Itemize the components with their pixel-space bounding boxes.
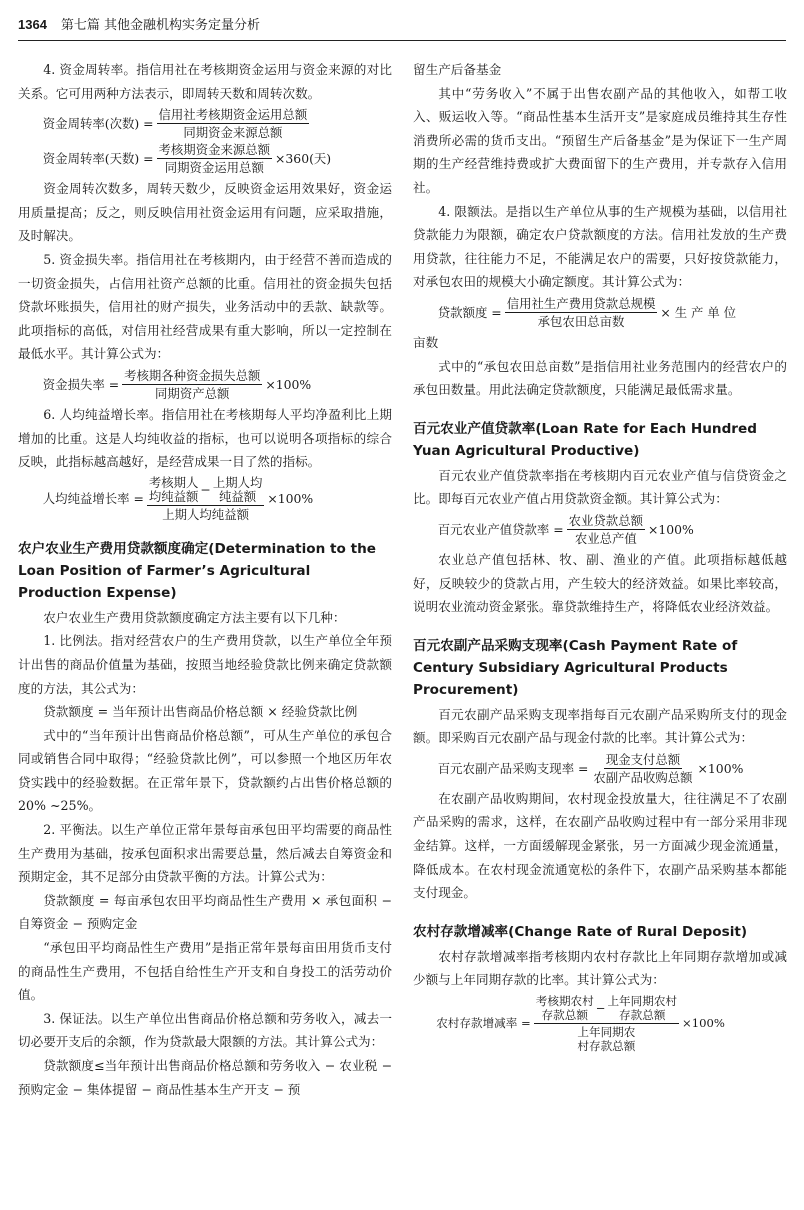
denominator: 农副产品收购总额 (593, 769, 693, 785)
paragraph: 4. 资金周转率。指信用社在考核期资金运用与资金来源的对比关系。它可用两种方法表示，即周转天数和周转次数。 (18, 62, 392, 101)
formula-turnover-days (43, 142, 392, 175)
term-line: 存款总额 (541, 1008, 588, 1023)
fraction (567, 513, 645, 546)
formula-tail: ×100% (265, 376, 312, 392)
page-header (18, 14, 786, 41)
paragraph: “承包田平均商品性生产费用”是指正常年景每亩田用货币支付的商品性生产费用，不包括自给性生产开支和自身投工的活劳动价值。 (18, 940, 392, 1003)
denominator: 承包农田总亩数 (537, 313, 625, 329)
formula-tail: ×100% (697, 760, 744, 776)
formula-lhs: 百元农副产品采购支现率 = (437, 760, 589, 776)
formula-lhs: 贷款额度 = (437, 304, 502, 320)
paragraph: 资金周转次数多，周转天数少，反映资金运用效果好，资金运用质量提高；反之，则反映信用社资金运用有问题，应采取措施，及时解决。 (18, 181, 392, 244)
paragraph: 式中的“当年预计出售商品价格总额”，可从生产单位的承包合同或销售合同中取得；“经验贷款比例”，可以参照一个地区历年农贷实践中的经验数据。在正常年景下，贷款额约占出售价格总额的 20% ~25%。 (18, 727, 392, 814)
formula-tail: ×360(天) (275, 150, 332, 166)
paragraph: 农户农业生产费用贷款额度确定方法主要有以下几种： (43, 609, 346, 625)
formula-tail: × 生 产 单 位 (660, 304, 737, 320)
paragraph: 农村存款增减率指考核期内农村存款比上年同期存款增加或减少额与上年同期存款的比率。其计算公式为： (413, 948, 787, 988)
formula-lhs: 人均纯益增长率 = (42, 490, 144, 506)
formula-tail: ×100% (682, 1015, 725, 1030)
right-column (413, 58, 787, 1055)
formula-lhs: 资金损失率 = (42, 376, 120, 392)
formula-loss-rate (43, 368, 392, 401)
paragraph: 贷款额度≤当年预计出售商品价格总额和劳务收入 − 农业税 − 预购定金 − 集体提留 − 商品性基本生产开支 − 预 (18, 1058, 392, 1097)
formula-per-capita-growth (43, 476, 392, 522)
paragraph: 式中的“承包农田总亩数”是指信用社业务范围内的经营农户的承包田数量。用此法确定贷款额度，只能满足最低需求量。 (413, 358, 787, 398)
paragraph: 百元农副产品采购支现率指每百元农副产品采购所支付的现金额。即采购百元农副产品与现金付款的比率。其计算公式为： (413, 706, 787, 746)
denominator: 同期资金来源总额 (183, 125, 283, 141)
formula-lhs: 资金周转率(天数) = (42, 150, 154, 166)
formula-hundred-yuan-loan-rate (438, 513, 787, 546)
formula-tail: ×100% (267, 490, 314, 506)
chapter-title: 第七篇 其他金融机构实务定量分析 (60, 18, 261, 33)
section-heading: 农村存款增减率(Change Rate of Rural Deposit) (413, 923, 748, 940)
term-line: 村存款总额 (577, 1039, 636, 1054)
paragraph: 亩数 (413, 334, 439, 350)
paragraph: 1. 比例法。指对经营农户的生产费用贷款，以生产单位全年预计出售的商品价值量为基础，按照当地经验贷款比例来确定贷款额度的方法，其公式为： (18, 633, 392, 696)
section-heading: 农户农业生产费用贷款额度确定(Determination to the Loan Position of Farmer’s Agricultural Production Expense) (18, 540, 376, 601)
denominator (575, 1024, 637, 1053)
fraction (591, 752, 694, 785)
formula-turnover-times (43, 107, 392, 140)
formula-tail: ×100% (647, 521, 694, 537)
denominator: 上期人均纯益额 (162, 506, 249, 522)
formula-lhs: 百元农业产值贷款率 = (437, 521, 564, 537)
formula-lhs: 资金周转率(次数) = (42, 115, 154, 131)
numerator: 考核期资金来源总额 (158, 142, 271, 158)
term-line: 纯益额 (219, 488, 257, 504)
term (213, 476, 263, 504)
denominator: 同期资产总额 (155, 385, 230, 401)
numerator (534, 994, 679, 1024)
paragraph: 留生产后备基金 (413, 62, 502, 77)
term-line: 考核期人 (148, 474, 199, 490)
paragraph: 3. 保证法。以生产单位出售商品价格总额和劳务收入，减去一切必要开支后的余额，作为贷款最大限额的方法。其计算公式为： (18, 1010, 392, 1050)
formula-cash-payment-rate (438, 752, 787, 785)
paragraph: 百元农业产值贷款率指在考核期内百元农业产值与信贷资金之比。即每百元农业产值占用贷款资金额。其计算公式为： (413, 467, 787, 507)
paragraph: 5. 资金损失率。指信用社在考核期内，由于经营不善而造成的一切资金损失，占信用社资产总额的比重。信用社的资金损失包括贷款坏账损失，信用社的财产损失，业务活动中的丢款、缺款等。此项指标的高低，对信用社经营成果有重大影响，所以一定控制在最低水平。其计算公式为： (18, 251, 392, 362)
term-line: 上年同期农村 (607, 994, 678, 1009)
section-heading: 百元农业产值贷款率(Loan Rate for Each Hundred Yuan Agricultural Productive) (413, 420, 757, 459)
minus-sign: − (200, 482, 211, 498)
denominator: 同期资金运用总额 (164, 160, 264, 176)
formula-lhs: 农村存款增减率 = (436, 1015, 531, 1030)
paragraph: 贷款额度 = 每亩承包农田平均商品性生产费用 × 承包面积 − 自筹资金 − 预购定金 (18, 892, 392, 932)
term-line: 存款总额 (619, 1008, 666, 1023)
paragraph: 2. 平衡法。以生产单位正常年景每亩承包田平均需要的商品性生产费用为基础，按承包面积求出需要总量，然后减去自筹资金和预期定金，其不足部分由贷款平衡的方法。计算公式为： (18, 822, 392, 885)
formula-quota (438, 296, 787, 329)
fraction (147, 476, 265, 522)
term-line: 上期人均 (212, 474, 263, 490)
fraction (157, 142, 273, 175)
term-line: 均纯益额 (148, 488, 199, 504)
term (536, 994, 594, 1022)
minus-sign: − (595, 1000, 606, 1015)
numerator (147, 476, 265, 506)
formula-rural-deposit-change (436, 994, 787, 1053)
paragraph: 贷款额度 = 当年预计出售商品价格总额 × 经验贷款比例 (43, 704, 358, 720)
numerator: 现金支付总额 (605, 751, 681, 767)
fraction (157, 107, 310, 140)
numerator: 考核期各种资金损失总额 (124, 367, 261, 383)
term-line: 考核期农村 (535, 994, 594, 1009)
left-column (18, 58, 392, 1101)
numerator: 信用社考核期资金运用总额 (158, 107, 308, 123)
paragraph: 在农副产品收购期间，农村现金投放量大，往往满足不了农副产品采购的需求，这样，在农副产品收购过程中有一部分采用非现金结算。这样，一方面缓解现金紧张，另一方面减少现金流通量，降低成本。在农村现金流通宽松的条件下，农副产品采购基本都能支付现金。 (413, 790, 787, 901)
page-number: 1364 (18, 17, 47, 32)
paragraph: 4. 限额法。是指以生产单位从事的生产规模为基础，以信用社贷款能力为限额，确定农户贷款额度的方法。信用社发放的生产费用贷款，往往能力不足，不能满足农户的需要，只好按贷款能力，对承包农田的规模大小确定额度。其计算公式为： (413, 203, 787, 290)
fraction (534, 994, 679, 1053)
denominator: 农业总产值 (574, 530, 637, 546)
term (607, 994, 677, 1022)
numerator: 信用社生产费用贷款总规模 (506, 295, 656, 311)
fraction (505, 296, 658, 329)
term (149, 476, 199, 504)
section-heading: 百元农副产品采购支现率(Cash Payment Rate of Century Subsidiary Agricultural Products Procurement) (413, 637, 738, 698)
numerator: 农业贷款总额 (568, 512, 643, 528)
term-line: 上年同期农 (577, 1025, 636, 1040)
fraction (122, 368, 262, 401)
paragraph: 农业总产值包括林、牧、副、渔业的产值。此项指标越低越好，反映较少的贷款占用，产生较大的经济效益。如果比率较高，说明农业流动资金紧张。靠贷款维持生产，将降低农业经济效益。 (413, 551, 787, 615)
paragraph: 6. 人均纯益增长率。指信用社在考核期每人平均净盈利比上期增加的比重。这是人均纯收益的指标，也可以说明各项指标的综合反映，此指标越高越好，是经营成果一目了然的指标。 (18, 406, 392, 470)
paragraph: 其中“劳务收入”不属于出售农副产品的其他收入，如帮工收入、贩运收入等。“商品性基本生活开支”是家庭成员维持其生存性消费所必需的货币支出。“预留生产后备基金”是为保证下一生产周期的生产经营维持费或扩大费面留下的生产费用，并专款存入信用社。 (413, 85, 787, 195)
